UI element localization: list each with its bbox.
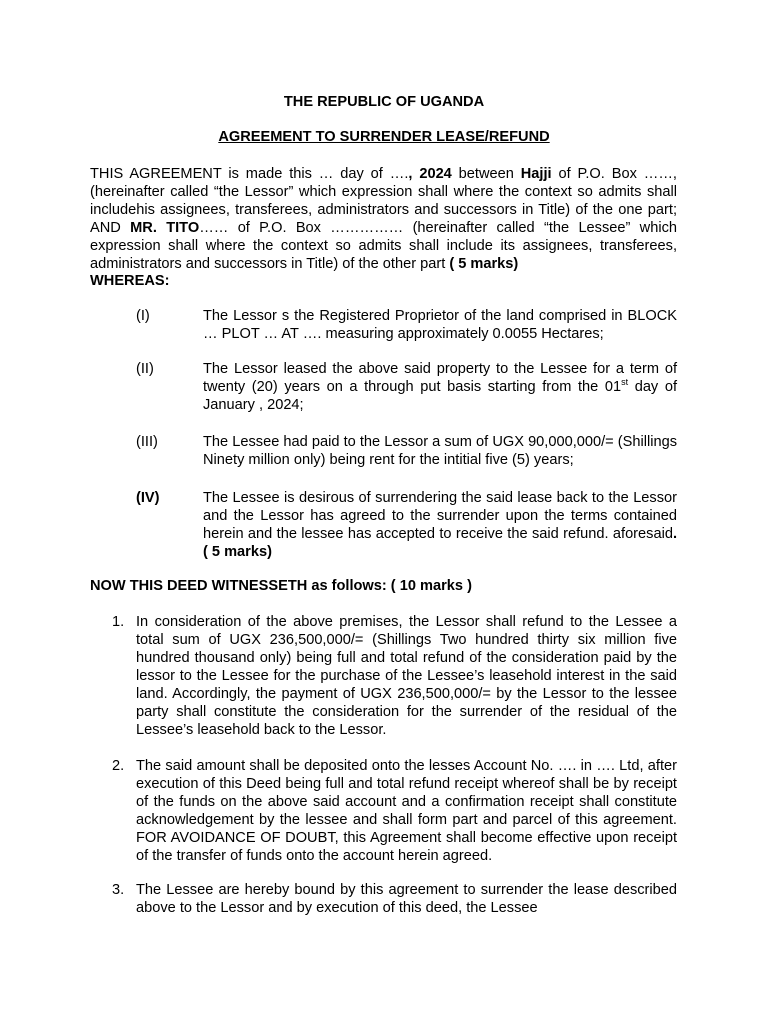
intro-text-4: …… of P.O. Box …………… (hereinafter called “the Lessee” which expression shall where the context so admits shall include its assignees, transferees, administrators and successors in Title) of the other part [90,220,677,272]
recital-text: The Lessee had paid to the Lessor a sum of UGX 90,000,000/= (Shillings Ninety million only) being rent for the intitial five (5) years; [203,434,677,468]
lessor-name: Hajji [520,166,552,182]
recital-number: (III) [136,434,158,450]
intro-text-2: between [451,166,521,182]
recital-text: The Lessor s the Registered Proprietor of the land comprised in BLOCK … PLOT … AT …. measuring approximately 0.0055 Hectares; [203,308,677,342]
recital-marks: .( 5 marks) [203,526,677,560]
recital-text-b: day of January , 2024; [203,379,677,413]
clause-text: In consideration of the above premises, the Lessor shall refund to the Lessee a total sum of UGX 236,500,000/= (Shillings Two hundred thirty six million five hundred thousand only) being full and total refund of the consideration paid by the lessor to the Lessee for the purchase of the Lessee’s leasehold interest in the said land. Accordingly, the payment of UGX 236,500,000/= by the Lessor to the lessee party shall constitute the consideration for the surrender of the residual of the Lessee’s leasehold back to the Lessor. [136,614,677,738]
clause-text: The Lessee are hereby bound by this agreement to surrender the lease described above to the Lessor and by execution of this deed, the Lessee [136,882,677,916]
country-heading: THE REPUBLIC OF UGANDA [283,94,485,110]
agreement-title: AGREEMENT TO SURRENDER LEASE/REFUND [218,129,550,145]
clause-text: The said amount shall be deposited onto the lesses Account No. …. in …. Ltd, after execution of this Deed being full and total refund receipt whereof shall be by receipt of the funds on the above said account and a confirmation receipt shall constitute acknowledgement by the lessee and shall form part and parcel of this agreement. FOR AVOIDANCE OF DOUBT, this Agreement shall become effective upon receipt of the transfer of funds onto the account herein agreed. [136,758,677,864]
recital-number: (IV) [136,490,160,506]
intro-paragraph [90,165,677,273]
recital-text [203,360,677,414]
witness-heading: NOW THIS DEED WITNESSETH as follows: ( 10 marks ) [90,578,472,594]
intro-text-1: THIS AGREEMENT is made this … day of …. [90,166,409,182]
intro-marks: ( 5 marks) [449,256,519,272]
recital-text [203,489,677,561]
whereas-heading: WHEREAS: [90,273,170,289]
clause-number: 3. [112,882,125,898]
recital-number: (II) [136,361,154,377]
clause-number: 1. [112,614,125,630]
recital-text-a: The Lessor leased the above said property to the Lessee for a term of twenty (20) years on a through put basis starting from the 01 [203,361,677,395]
lessee-name: MR. TITO [130,220,200,236]
ordinal-suffix: st [621,377,629,388]
intro-year: , 2024 [408,166,452,182]
recital-text-body: The Lessee is desirous of surrendering the said lease back to the Lessor and the Lessor has agreed to the surrender upon the terms contained herein and the lessee has accepted to receive the said refund. aforesaid [203,490,677,542]
recital-number: (I) [136,308,150,324]
clause-number: 2. [112,758,125,774]
intro-text-3: of P.O. Box ……, (hereinafter called “the Lessor” which expression shall where the context so admits shall includehis assignees, transferees, administrators and successors in Title) of the one part; AND [90,166,677,236]
